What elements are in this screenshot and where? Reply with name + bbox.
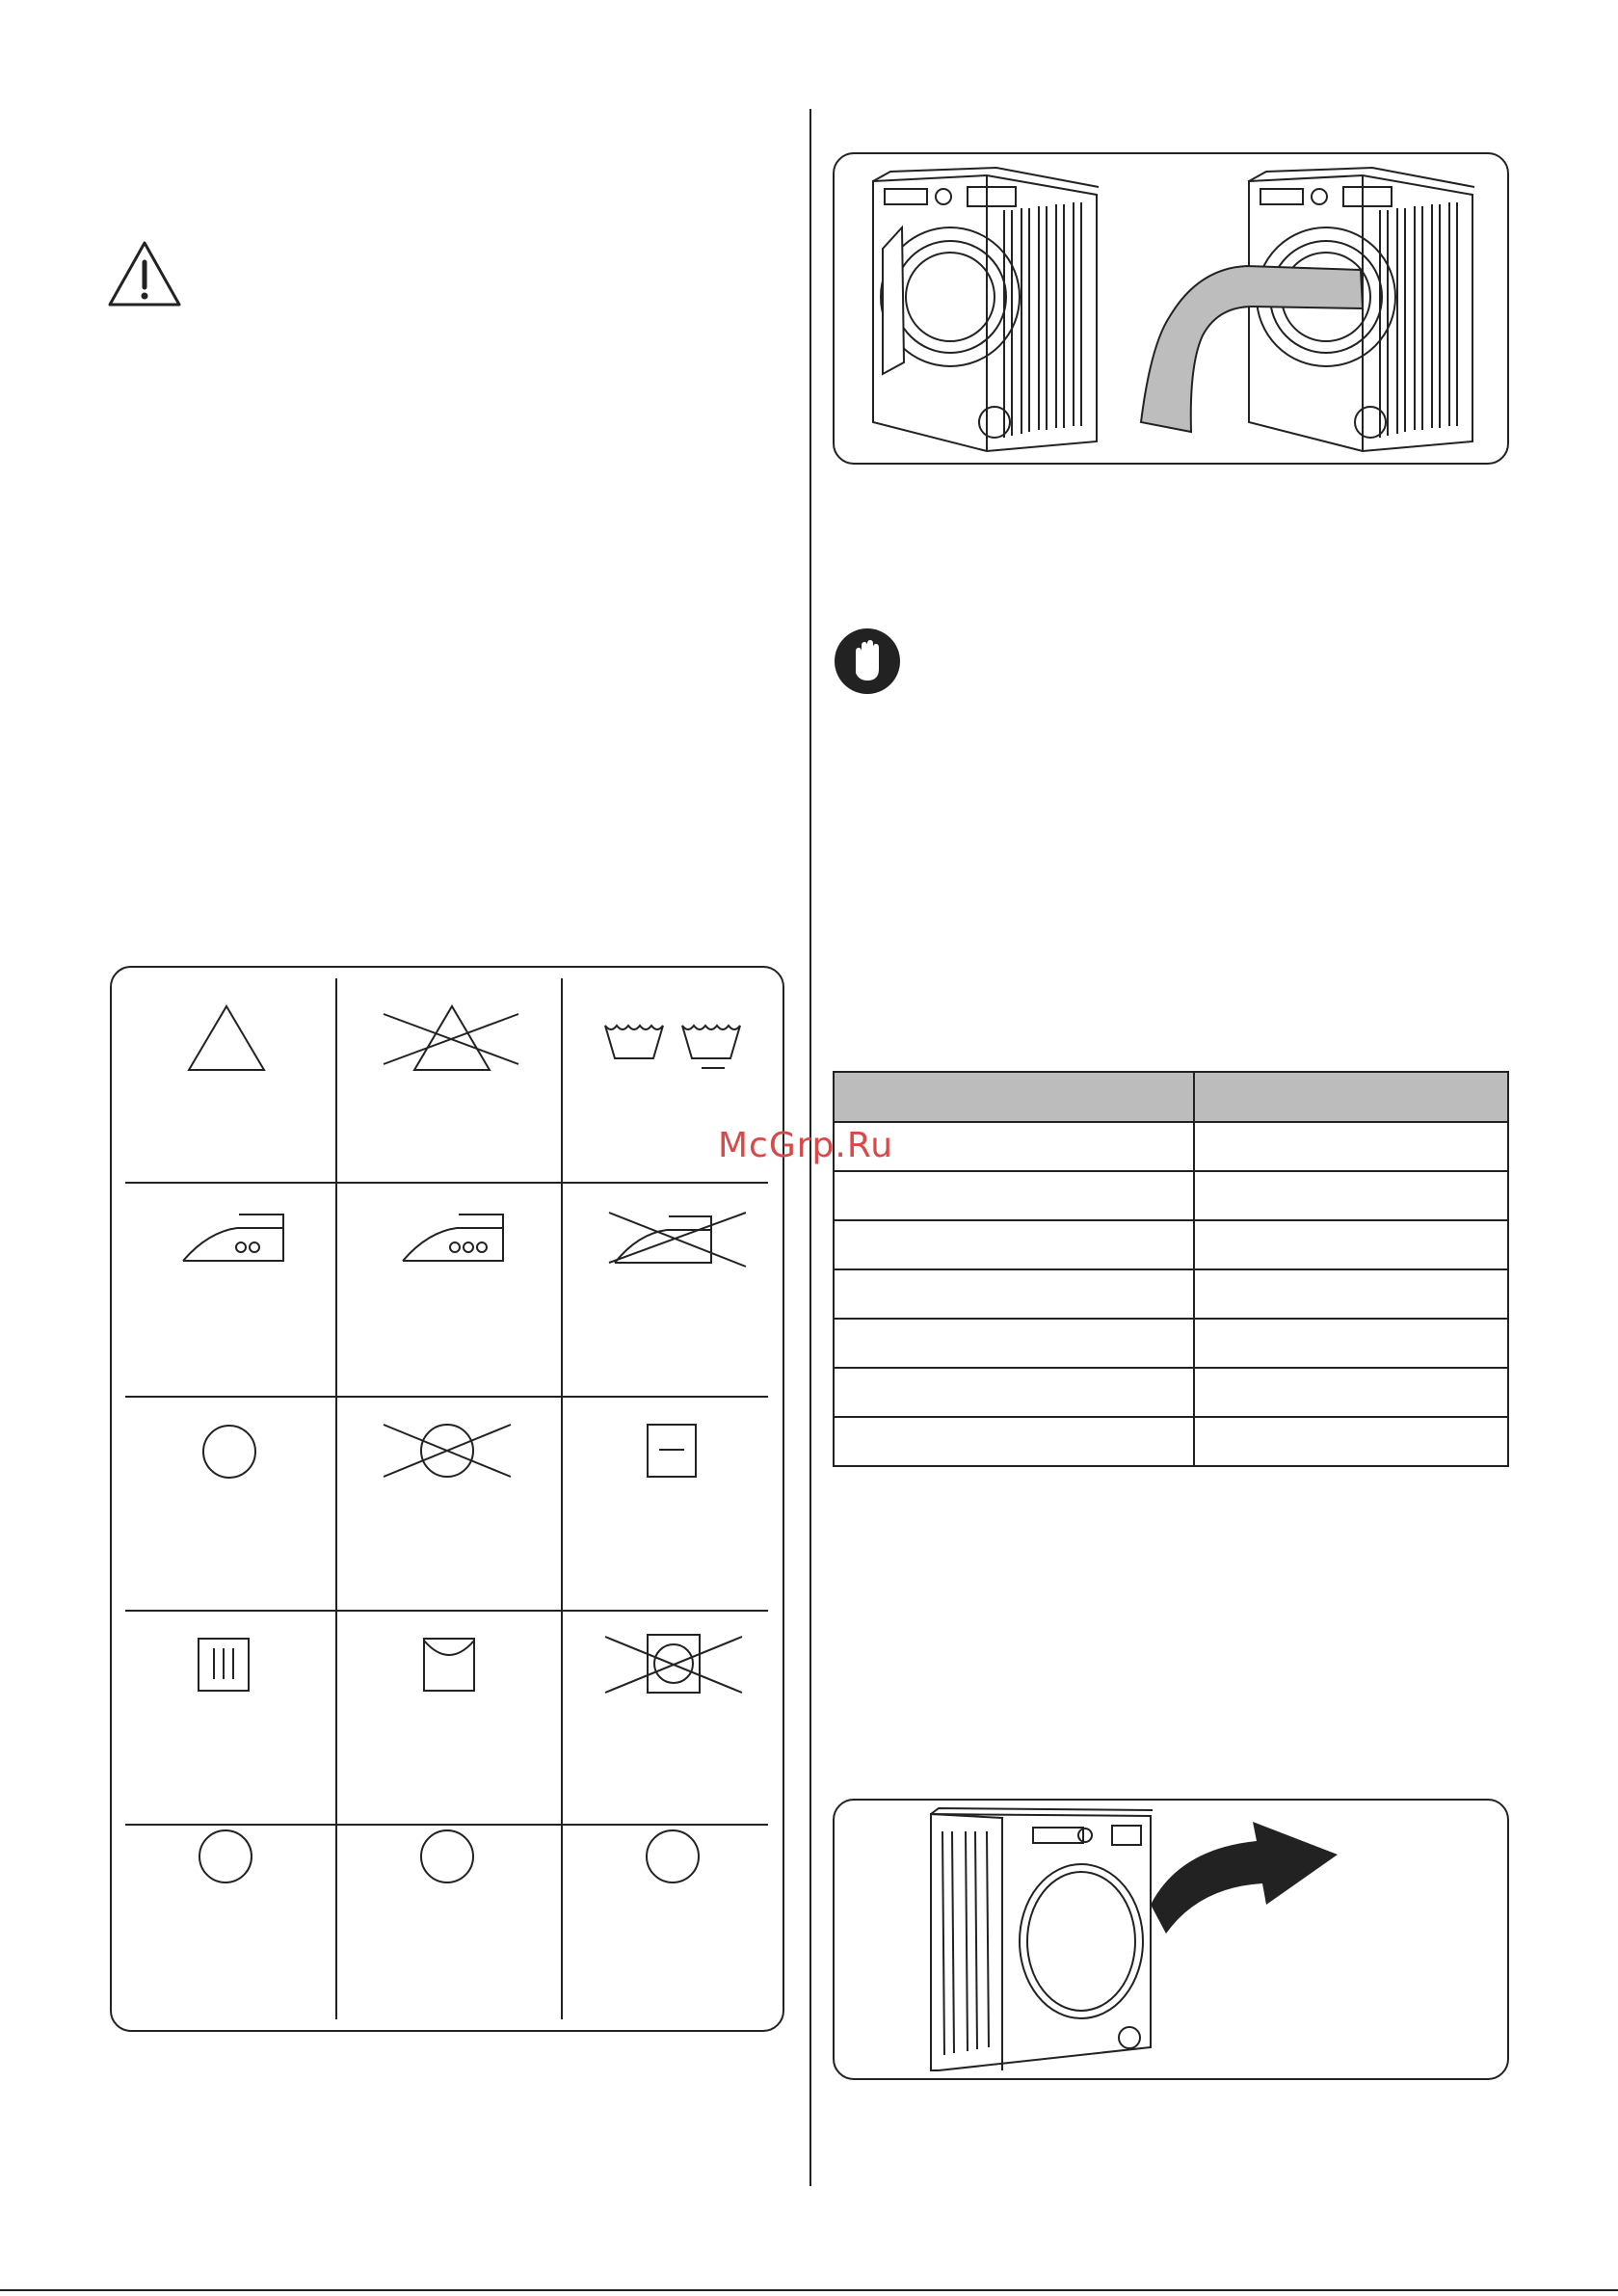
grid-horizontal-line: [125, 1182, 768, 1184]
table-cell: [1194, 1122, 1508, 1171]
grid-horizontal-line: [125, 1396, 768, 1398]
table-cell: [1194, 1220, 1508, 1269]
circle-icon: [418, 1828, 476, 1885]
do-not-tumble-dry-icon: [601, 1631, 746, 1698]
table-row: [834, 1269, 1508, 1319]
table-header-cell: [834, 1072, 1194, 1122]
stop-hand-icon: [833, 627, 902, 696]
data-table: [833, 1071, 1509, 1467]
table-cell: [1194, 1368, 1508, 1417]
circle-icon: [644, 1828, 702, 1885]
page-bottom-rule: [0, 2289, 1618, 2291]
table-cell: [1194, 1171, 1508, 1220]
hand-wash-icons: [601, 1018, 756, 1076]
table-row: [834, 1417, 1508, 1466]
table-header-cell: [1194, 1072, 1508, 1122]
do-not-iron-icon: [605, 1205, 750, 1272]
table-row: [834, 1220, 1508, 1269]
table-cell: [1194, 1269, 1508, 1319]
iron-high-icon: [399, 1211, 505, 1265]
washing-machine-door-illustration: [833, 1799, 1509, 2080]
table-cell: [834, 1368, 1194, 1417]
grid-horizontal-line: [125, 1610, 768, 1612]
washing-machine-illustration: [833, 152, 1509, 465]
table-cell: [1194, 1319, 1508, 1368]
table-row: [834, 1319, 1508, 1368]
bleach-allowed-icon: [183, 1002, 270, 1076]
dry-clean-icon: [200, 1423, 258, 1481]
table-row: [834, 1368, 1508, 1417]
drip-dry-icon: [197, 1637, 251, 1693]
table-cell: [834, 1269, 1194, 1319]
table-cell: [834, 1122, 1194, 1171]
table-cell: [834, 1319, 1194, 1368]
grid-vertical-line: [335, 978, 337, 2019]
warning-triangle-icon: [106, 239, 183, 308]
table-row: [834, 1171, 1508, 1220]
iron-medium-icon: [179, 1211, 285, 1265]
table-cell: [834, 1171, 1194, 1220]
grid-horizontal-line: [125, 1824, 768, 1826]
dry-flat-icon: [646, 1423, 698, 1479]
table-cell: [834, 1220, 1194, 1269]
line-dry-icon: [422, 1637, 476, 1693]
grid-vertical-line: [561, 978, 563, 2019]
table-cell: [1194, 1417, 1508, 1466]
table-row: [834, 1122, 1508, 1171]
circle-icon: [197, 1828, 254, 1885]
do-not-bleach-icon: [380, 1002, 524, 1076]
table-cell: [834, 1417, 1194, 1466]
watermark: McGrp.Ru: [718, 1126, 894, 1165]
table-header-row: [834, 1072, 1508, 1122]
do-not-dry-clean-icon: [380, 1417, 515, 1484]
